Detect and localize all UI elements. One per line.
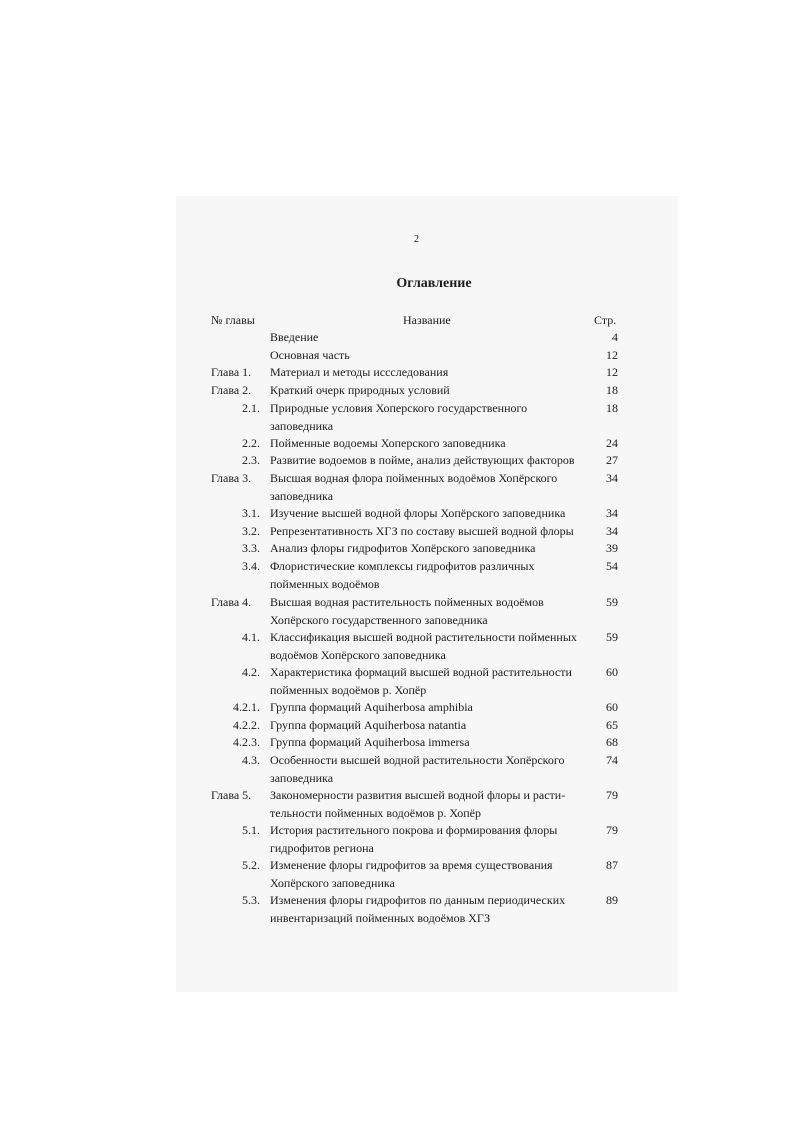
header-chapter: № главы [211,313,255,327]
toc-entry-page: 65 [606,718,618,732]
toc-entry-title: Развитие водоемов в пойме, анализ действующих факторов [270,453,575,467]
toc-entry-page: 39 [606,541,618,555]
toc-entry-number: 5.1. [242,823,260,837]
toc-entry-number: 5.2. [242,858,260,872]
toc-entry-number: 4.2.1. [233,700,260,714]
toc-entry-title: Анализ флоры гидрофитов Хопёрского заповедника [270,541,536,555]
toc-entry-title: Основная часть [270,348,350,362]
toc-entry-page: 74 [606,753,618,767]
toc-entry-page: 34 [606,506,618,520]
toc-entry-number: Глава 2. [211,383,252,397]
toc-entry-title: Краткий очерк природных условий [270,383,450,397]
toc-entry-title: Группа формаций Aquiherbosa amphibia [270,700,473,714]
toc-entry-title: Группа формаций Aquiherbosa immersa [270,735,470,749]
toc-entry-number: Глава 5. [211,788,252,802]
toc-entry-page: 59 [606,630,618,644]
toc-entry-title: Флористические комплексы гидрофитов различных пойменных водоёмов [270,559,535,591]
toc-entry-page: 68 [606,735,618,749]
toc-entry-number: 5.3. [242,893,260,907]
toc-entry-title: История растительного покрова и формирования флоры гидрофитов региона [270,823,558,855]
toc-entry-page: 24 [606,436,618,450]
toc-entry-title: Репрезентативность ХГЗ по составу высшей водной флоры [270,524,574,538]
toc-entry-page: 18 [606,383,618,397]
toc-entry-page: 34 [606,471,618,485]
toc-entry-number: 2.2. [242,436,260,450]
toc-entry-number: Глава 4. [211,595,252,609]
toc-entry-title: Закономерности развития высшей водной флоры и расти-тельности пойменных водоёмов р. Хопёр [270,788,566,820]
toc-entry-page: 12 [606,348,618,362]
page-number: 2 [414,234,419,245]
toc-entry-title: Материал и методы иссследования [270,365,449,379]
toc-entry-number: Глава 1. [211,365,252,379]
toc-entry-title: Классификация высшей водной растительности пойменных водоёмов Хопёрского заповедника [270,630,577,662]
toc-entry-page: 12 [606,365,618,379]
header-page: Стр. [594,313,617,327]
toc-entry-page: 4 [612,330,618,344]
toc-entry-title: Изменения флоры гидрофитов по данным периодических инвентаризаций пойменных водоёмов ХГЗ [270,893,566,925]
toc-entry-number: 2.3. [242,453,260,467]
toc-entry-page: 60 [606,665,618,679]
toc-entry-title: Особенности высшей водной растительности Хопёрского заповедника [270,753,565,785]
toc-entry-number: 4.3. [242,753,260,767]
toc-entry-page: 79 [606,823,618,837]
toc-entry-title: Природные условия Хоперского государственного заповедника [270,401,528,433]
toc-entry-title: Пойменные водоемы Хоперского заповедника [270,436,506,450]
toc-entry-page: 34 [606,524,618,538]
toc-entry-title: Введение [270,330,319,344]
toc-entry-number: 4.1. [242,630,260,644]
toc-entry-page: 18 [606,401,618,415]
toc-entry-number: 4.2. [242,665,260,679]
toc-entry-title: Группа формаций Aquiherbosa natantia [270,718,467,732]
toc-entry-number: 2.1. [242,401,260,415]
toc-entry-page: 89 [606,893,618,907]
toc-entry-number: 4.2.3. [233,735,260,749]
page-title: Оглавление [396,276,472,291]
toc-entry-page: 54 [606,559,618,573]
toc-entry-number: Глава 3. [211,471,252,485]
toc-entry-title: Изменение флоры гидрофитов за время существования Хопёрского заповедника [270,858,553,890]
toc-entry-page: 79 [606,788,618,802]
toc-entry-number: 3.1. [242,506,260,520]
toc-entry-number: 3.3. [242,541,260,555]
toc-entry-page: 87 [606,858,618,872]
toc-entry-number: 4.2.2. [233,718,260,732]
toc-entry-number: 3.4. [242,559,260,573]
toc-entry-title: Высшая водная флора пойменных водоёмов Хопёрского заповедника [270,471,558,503]
toc-entry-title: Характеристика формаций высшей водной растительности пойменных водоёмов р. Хопёр [270,665,572,697]
toc-entry-page: 60 [606,700,618,714]
toc-entry-page: 59 [606,595,618,609]
toc-entry-page: 27 [606,453,618,467]
toc-entry-number: 3.2. [242,524,260,538]
toc-entry-title: Изучение высшей водной флоры Хопёрского заповедника [270,506,566,520]
header-name: Название [403,313,451,327]
toc-entry-title: Высшая водная растительность пойменных водоёмов Хопёрского государственного заповедника [270,595,544,627]
